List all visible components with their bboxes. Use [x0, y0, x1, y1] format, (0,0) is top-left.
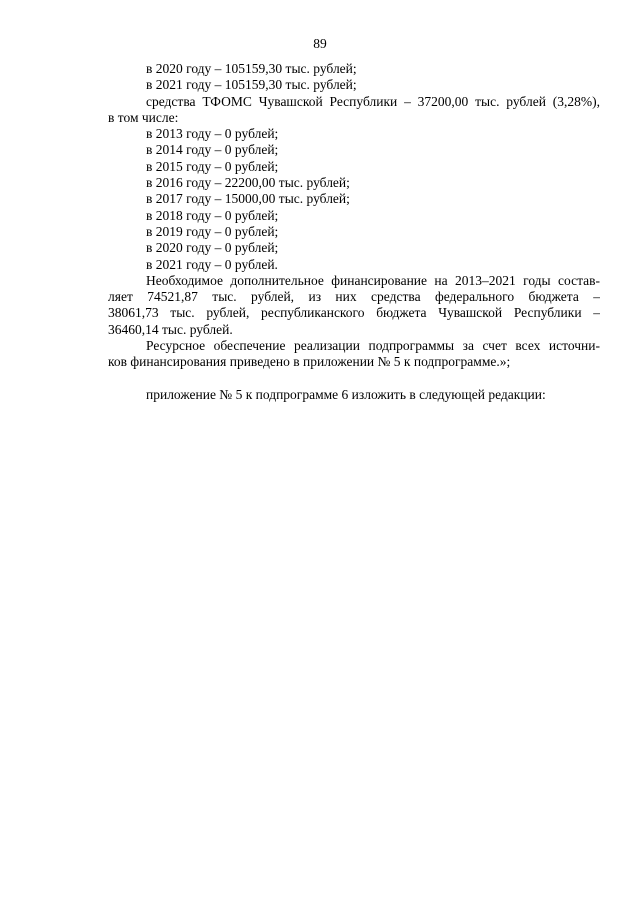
text-line: в том числе: [108, 109, 179, 125]
text-line: в 2014 году – 0 рублей; [146, 142, 279, 158]
text-line: в 2020 году – 0 рублей; [146, 240, 279, 256]
text-line: Ресурсное обеспечение реализации подпрограммы за счет всех источни- [146, 338, 600, 354]
text-line: ков финансирования приведено в приложении № 5 к подпрограмме.»; [108, 354, 511, 370]
text-line: средства ТФОМС Чувашской Республики – 37200,00 тыс. рублей (3,28%), [146, 93, 600, 109]
text-line: в 2019 году – 0 рублей; [146, 223, 279, 239]
text-line: в 2020 году – 105159,30 тыс. рублей; [146, 61, 357, 76]
text-line: в 2018 году – 0 рублей; [146, 207, 279, 223]
text-line: в 2021 году – 0 рублей. [146, 256, 278, 272]
text-line: в 2016 году – 22200,00 тыс. рублей; [146, 175, 350, 191]
text-line: 36460,14 тыс. рублей. [108, 321, 233, 337]
text-line: в 2017 году – 15000,00 тыс. рублей; [146, 191, 350, 207]
paragraph-gap [108, 371, 600, 387]
text-line: 38061,73 тыс. рублей, республиканского бюджета Чувашской Республики – [108, 305, 600, 321]
page-number: 89 [313, 36, 327, 51]
text-line: ляет 74521,87 тыс. рублей, из них средства федерального бюджета – [108, 289, 600, 305]
text-line: приложение № 5 к подпрограмме 6 изложить в следующей редакции: [146, 386, 546, 402]
document-body [108, 61, 600, 403]
text-line: в 2013 году – 0 рублей; [146, 126, 279, 142]
text-line: в 2015 году – 0 рублей; [146, 158, 279, 174]
text-line: в 2021 году – 105159,30 тыс. рублей; [146, 77, 357, 93]
text-line: Необходимое дополнительное финансирование на 2013–2021 годы состав- [146, 272, 600, 288]
